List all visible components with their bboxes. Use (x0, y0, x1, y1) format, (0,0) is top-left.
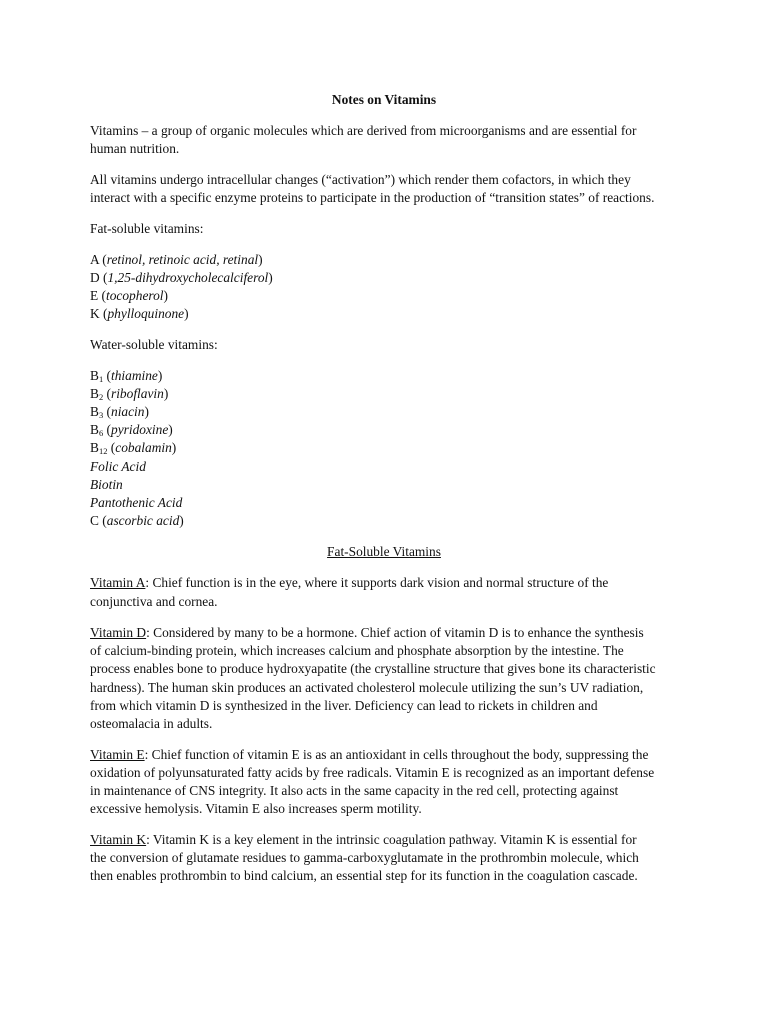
vitamin-d-paragraph-line: osteomalacia in adults. (90, 716, 213, 731)
vitamin-letter: K (90, 306, 100, 321)
vitamin-subscript: 2 (98, 392, 104, 402)
intro-activation-line: All vitamins undergo intracellular changes (“activation”) which render them cofactors, in which they (90, 172, 631, 187)
water-soluble-list-item: Pantothenic Acid (90, 495, 183, 510)
vitamin-d-paragraph-line: Vitamin D: Considered by many to be a hormone. Chief action of vitamin D is to enhance the synthesis (90, 625, 644, 640)
vitamin-k-label: Vitamin K (90, 832, 147, 847)
fat-soluble-list-item: E (tocopherol) (90, 288, 168, 303)
vitamin-k-paragraph-line: Vitamin K: Vitamin K is a key element in the intrinsic coagulation pathway. Vitamin K is essential for (90, 832, 637, 847)
fat-soluble-list-item: A (retinol, retinoic acid, retinal) (90, 252, 263, 267)
document-title: Notes on Vitamins (331, 92, 437, 107)
vitamin-chemical-name: thiamine (111, 368, 158, 383)
vitamin-letter: C (90, 513, 99, 528)
vitamin-e-paragraph-line: Vitamin E: Chief function of vitamin E is as an antioxidant in cells throughout the body, suppressing the (90, 747, 649, 762)
water-soluble-list-item: Folic Acid (90, 459, 146, 474)
intro-activation-line: interact with a specific enzyme proteins to participate in the production of “transition states” of reactions. (90, 190, 655, 205)
vitamin-k-paragraph-line: then enables prothrombin to bind calcium, an essential step for its function in the coagulation cascade. (90, 868, 638, 883)
water-soluble-list-item: $B_{12}$ (cobalamin) (90, 440, 177, 456)
vitamin-chemical-name: tocopherol (106, 288, 164, 303)
vitamin-letter: B (90, 422, 99, 437)
vitamin-chemical-name: pyridoxine (111, 422, 169, 437)
vitamin-letter: B (90, 404, 99, 419)
water-soluble-list-item: $B_1$ (thiamine) (90, 368, 163, 384)
fat-soluble-list-item: D (1,25-dihydroxycholecalciferol) (90, 270, 273, 285)
water-soluble-list-heading: Water-soluble vitamins: (90, 337, 218, 352)
water-soluble-list-item: C (ascorbic acid) (90, 513, 184, 528)
vitamin-e-paragraph-line: in maintenance of CNS integrity. It also acts in the same capacity in the red cell, protecting against (90, 783, 619, 798)
fat-soluble-list-heading: Fat-soluble vitamins: (90, 221, 204, 236)
vitamin-chemical-name: retinol, retinoic acid, retinal (106, 252, 259, 267)
vitamin-letter: E (90, 288, 99, 303)
vitamin-d-paragraph-line: hardness). The human skin produces an activated cholesterol molecule utilizing the sun’s UV radiation, (90, 680, 644, 695)
vitamin-chemical-name: phylloquinone (107, 306, 185, 321)
vitamin-a-paragraph-line: conjunctiva and cornea. (90, 594, 218, 609)
vitamin-a-label: Vitamin A (90, 575, 146, 590)
intro-definition-line: Vitamins – a group of organic molecules which are derived from microorganisms and are essential for (90, 123, 637, 138)
water-soluble-list-item: $B_6$ (pyridoxine) (90, 422, 173, 438)
vitamin-d-paragraph-line: of calcium-binding protein, which increases calcium and phosphate absorption by the intestine. The (90, 643, 624, 658)
fat-soluble-list-item: K (phylloquinone) (90, 306, 189, 321)
vitamin-letter: D (90, 270, 100, 285)
vitamin-k-paragraph-line: the conversion of glutamate residues to gamma-carboxyglutamate in the prothrombin molecule, which (90, 850, 639, 865)
vitamin-chemical-name: 1,25-dihydroxycholecalciferol (107, 270, 269, 285)
vitamin-d-paragraph-line: process enables bone to produce hydroxyapatite (the crystalline structure that gives bone its characteristic (90, 661, 656, 676)
vitamin-e-label: Vitamin E (90, 747, 145, 762)
vitamin-subscript: 3 (98, 410, 104, 420)
vitamin-a-paragraph-line: Vitamin A: Chief function is in the eye, where it supports dark vision and normal structure of the (90, 575, 609, 590)
vitamin-letter: B (90, 368, 99, 383)
water-soluble-list-item: Biotin (90, 477, 123, 492)
vitamin-letter: A (90, 252, 99, 267)
vitamin-subscript: 1 (98, 374, 104, 384)
intro-definition-line: human nutrition. (90, 141, 180, 156)
vitamin-d-paragraph-line: from which vitamin D is synthesized in the liver. Deficiency can lead to rickets in children and (90, 698, 598, 713)
vitamin-letter: B (90, 440, 99, 455)
section-heading: Fat-Soluble Vitamins (327, 544, 441, 559)
vitamin-d-label: Vitamin D (90, 625, 147, 640)
vitamin-chemical-name: niacin (111, 404, 145, 419)
water-soluble-list-item: $B_3$ (niacin) (90, 404, 149, 420)
vitamin-chemical-name: riboflavin (111, 386, 164, 401)
vitamin-chemical-name: cobalamin (115, 440, 172, 455)
vitamin-subscript: 6 (98, 428, 104, 438)
vitamin-e-paragraph-line: excessive hemolysis. Vitamin E also increases sperm motility. (90, 801, 422, 816)
water-soluble-list-item: $B_2$ (riboflavin) (90, 386, 169, 402)
vitamin-e-paragraph-line: oxidation of polyunsaturated fatty acids by free radicals. Vitamin E is recognized as an important defense (90, 765, 655, 780)
vitamin-chemical-name: ascorbic acid (106, 513, 180, 528)
vitamin-letter: B (90, 386, 99, 401)
vitamin-subscript: 12 (98, 446, 108, 456)
